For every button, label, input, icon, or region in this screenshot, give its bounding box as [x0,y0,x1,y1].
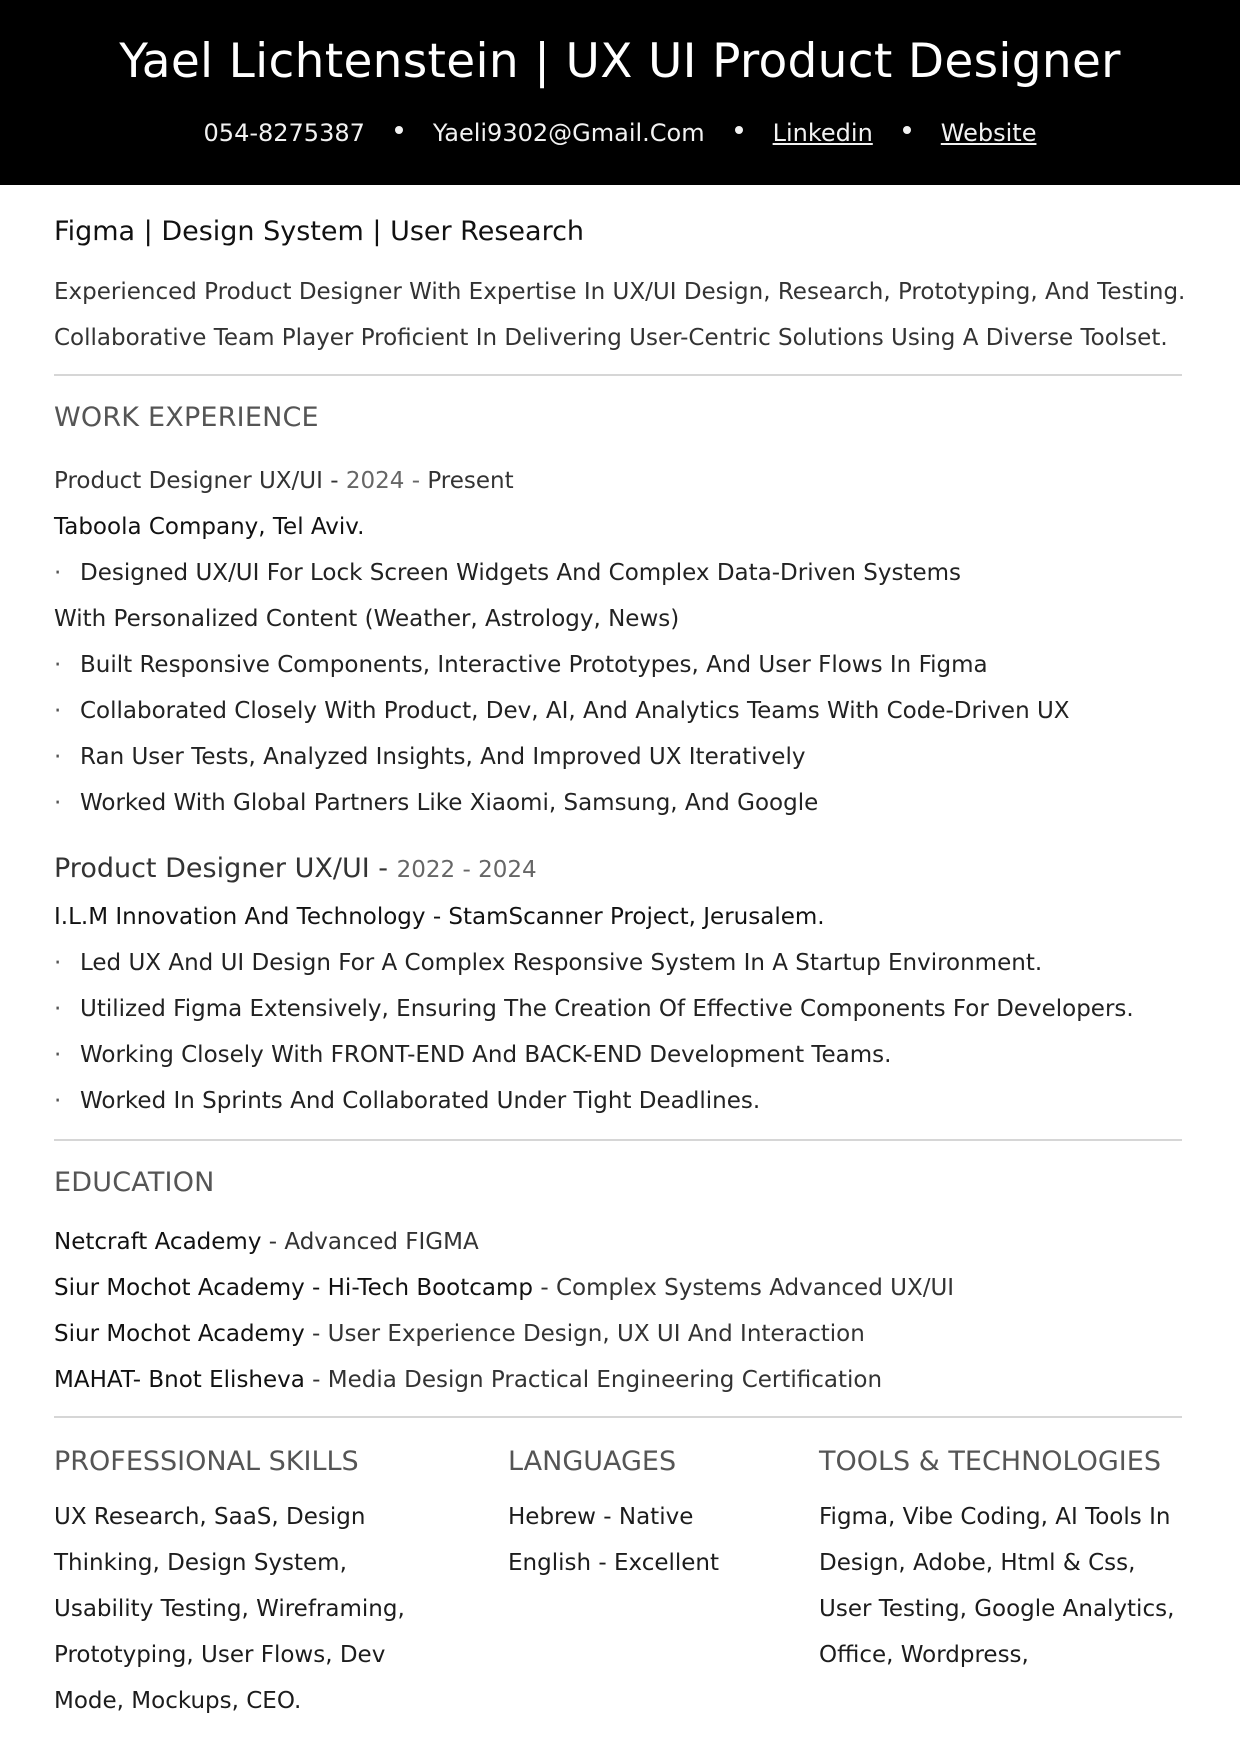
job-present: Present [427,468,514,494]
role-name: Product Designer UX/UI [54,468,323,494]
languages-list [508,1494,798,1586]
tools-line: Office, Wordpress, [819,1642,1029,1668]
contact-row [0,116,1240,150]
skills-line: Mode, Mockups, CEO. [54,1688,302,1714]
list-item: · Worked With Global Partners Like Xiaomi, Samsung, And Google [54,790,819,816]
summary-line: Experienced Product Designer With Expertise In UX/UI Design, Research, Prototyping, And Testing. [54,279,1186,305]
skills-line: UX Research, SaaS, Design [54,1504,366,1530]
list-item: · Collaborated Closely With Product, Dev, AI, And Analytics Teams With Code-Driven UX [54,698,1070,724]
list-item: · Led UX And UI Design For A Complex Responsive System In A Startup Environment. [54,950,1043,976]
role-name: Product Designer UX/UI [54,853,370,884]
job-dates: 2022 - 2024 [396,857,537,883]
list-item: · Designed UX/UI For Lock Screen Widgets And Complex Data-Driven Systems [54,560,962,586]
list-item: · Worked In Sprints And Collaborated Under Tight Deadlines. [54,1088,761,1114]
language-line: Hebrew - Native [508,1504,694,1530]
resume-header [0,0,1240,185]
role-dash: - [322,468,346,494]
section-divider [54,374,1182,376]
job-title [54,853,537,886]
tools-list [819,1494,1189,1678]
education-item: Siur Mochot Academy - Hi-Tech Bootcamp - Complex Systems Advanced UX/UI [54,1275,955,1301]
section-divider [54,1139,1182,1141]
role-dash: - [369,853,397,884]
bullet-separator-icon [735,126,743,134]
list-item: With Personalized Content (Weather, Astrology, News) [54,606,680,632]
tools-title: TOOLS & TECHNOLOGIES [819,1446,1161,1477]
skills-line: Prototyping, User Flows, Dev [54,1642,386,1668]
candidate-name: Yael Lichtenstein | UX UI Product Designer [119,34,1121,89]
phone-number: 054-8275387 [203,119,365,147]
education-item: Siur Mochot Academy - User Experience Design, UX UI And Interaction [54,1321,865,1347]
job-title [54,465,514,497]
job-dates: 2024 - [345,468,428,494]
skills-line: Thinking, Design System, [54,1550,347,1576]
tools-line: Figma, Vibe Coding, AI Tools In [819,1504,1171,1530]
company-name: Taboola Company, Tel Aviv. [54,514,365,540]
skills-title: PROFESSIONAL SKILLS [54,1446,359,1477]
website-link[interactable]: Website [940,119,1037,147]
skills-list [54,1494,474,1724]
education-item: MAHAT- Bnot Elisheva - Media Design Practical Engineering Certification [54,1367,883,1393]
education-title: EDUCATION [54,1167,215,1198]
education-item: Netcraft Academy - Advanced FIGMA [54,1229,479,1255]
email-address: Yaeli9302@Gmail.Com [432,119,705,147]
company-name: I.L.M Innovation And Technology - StamScanner Project, Jerusalem. [54,904,825,930]
bullet-separator-icon [395,126,403,134]
tools-line: User Testing, Google Analytics, [819,1596,1175,1622]
language-line: English - Excellent [508,1550,720,1576]
linkedin-link[interactable]: Linkedin [772,119,873,147]
tools-line: Design, Adobe, Html & Css, [819,1550,1136,1576]
languages-title: LANGUAGES [508,1446,677,1477]
tagline: Figma | Design System | User Research [54,216,585,247]
summary-line: Collaborative Team Player Proficient In Delivering User-Centric Solutions Using A Diverse Toolset. [54,325,1168,351]
bullet-separator-icon [903,126,911,134]
section-divider [54,1416,1182,1418]
work-experience-title: WORK EXPERIENCE [54,402,319,433]
skills-line: Usability Testing, Wireframing, [54,1596,405,1622]
list-item: · Built Responsive Components, Interactive Prototypes, And User Flows In Figma [54,652,988,678]
list-item: · Ran User Tests, Analyzed Insights, And Improved UX Iteratively [54,744,806,770]
list-item: · Working Closely With FRONT-END And BACK-END Development Teams. [54,1042,892,1068]
list-item: · Utilized Figma Extensively, Ensuring The Creation Of Effective Components For Developers. [54,996,1134,1022]
